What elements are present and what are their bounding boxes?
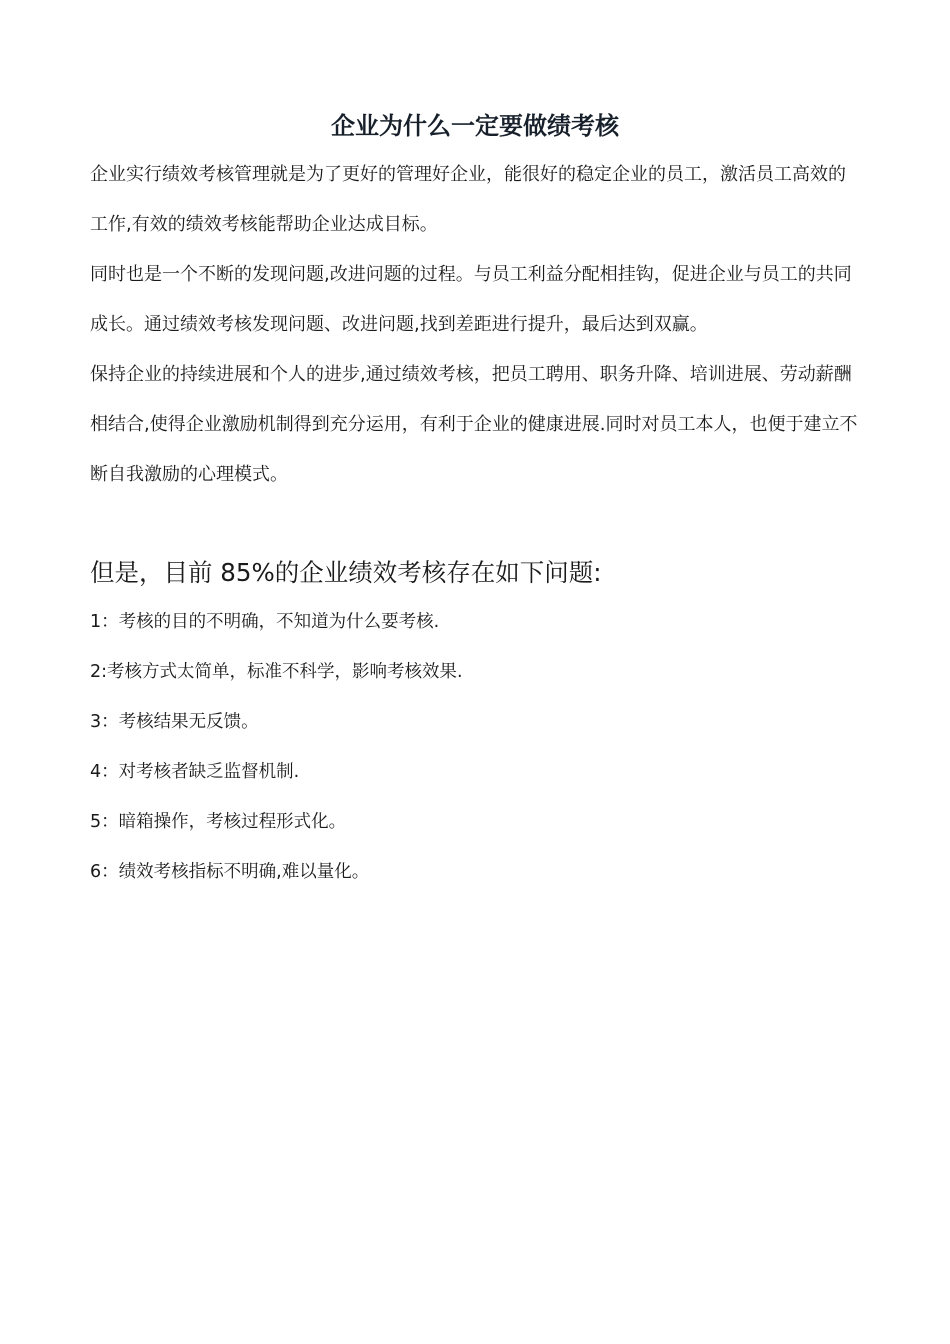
issue-item: 2:考核方式太简单，标准不科学，影响考核效果. <box>90 662 463 682</box>
document-title: 企业为什么一定要做绩考核 <box>331 112 619 140</box>
issue-item: 4：对考核者缺乏监督机制. <box>90 762 300 782</box>
intro-paragraph: 保持企业的持续进展和个人的进步,通过绩效考核，把员工聘用、职务升降、培训进展、劳动薪酬相结合,使得企业激励机制得到充分运用，有利于企业的健康进展.同时对员工本人，也便于建立不断自我激励的心理模式。 <box>90 364 858 485</box>
issues-list <box>90 597 890 897</box>
issue-item: 6：绩效考核指标不明确,难以量化。 <box>90 862 370 882</box>
issue-item: 1：考核的目的不明确，不知道为什么要考核. <box>90 612 440 632</box>
intro-paragraph: 企业实行绩效考核管理就是为了更好的管理好企业，能很好的稳定企业的员工，激活员工高效的工作,有效的绩效考核能帮助企业达成目标。 <box>90 164 846 235</box>
issues-heading: 但是，目前 85%的企业绩效考核存在如下问题: <box>90 558 602 587</box>
intro-paragraph: 同时也是一个不断的发现问题,改进问题的过程。与员工利益分配相挂钩，促进企业与员工的共同成长。通过绩效考核发现问题、改进问题,找到差距进行提升，最后达到双赢。 <box>90 264 852 335</box>
issue-item: 5：暗箱操作，考核过程形式化。 <box>90 812 347 832</box>
intro-section <box>90 150 860 500</box>
issue-item: 3：考核结果无反馈。 <box>90 712 259 732</box>
